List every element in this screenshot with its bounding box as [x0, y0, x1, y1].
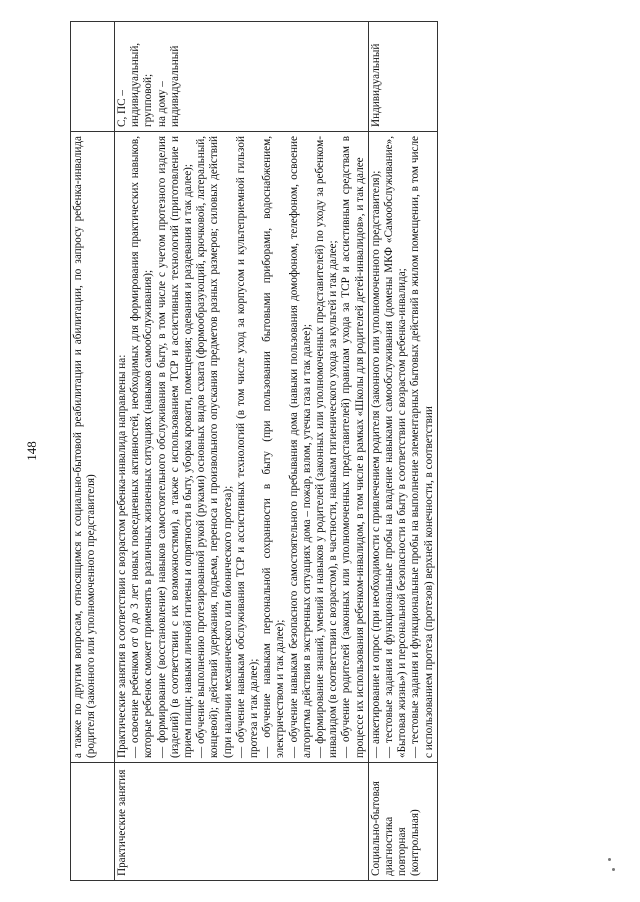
scan-speck	[608, 858, 611, 861]
content-paragraph: — обучение навыкам персональной сохранности в быту (при пользовании бытовыми приборами, водоснабжением, электричеством и так далее);	[261, 136, 287, 758]
content-paragraph: — обучение родителей (законных или уполномоченных представителей) правилам ухода за ТСР и ассистивным средствам в процессе их использования ребенком-инвалидом, в том числе в рамках «Школы для родителей детей-инвалидов», и так далее	[340, 136, 366, 758]
table-row	[368, 22, 437, 881]
row-1-form-cell	[71, 22, 115, 132]
form-line: С, ПС –	[116, 90, 128, 127]
row-3-form-cell	[368, 22, 437, 132]
content-paragraph: — анкетирование и опрос (при необходимости с привлечением родителя (законного или уполномоченного представителя);	[369, 170, 382, 758]
row-2-content-cell	[115, 132, 369, 763]
rehab-table	[70, 21, 438, 881]
form-line: на дому –	[155, 81, 168, 127]
content-paragraph: Практические занятия в соответствии с возрастом ребенка-инвалида направлены на:	[116, 354, 128, 758]
scan-speck	[612, 868, 615, 871]
row-1-type-cell	[71, 763, 115, 881]
content-paragraph: — тестовые задания и функциональные пробы на выполнение элементарных бытовых действий в жилом помещении, в том числе с использованием протеза (протезов) верхней конечности, в соответствии	[409, 136, 435, 758]
row-3-content-cell	[368, 132, 437, 763]
content-paragraph: — формирование (восстановление) навыков самостоятельного обслуживания в быту, в том числе с учетом протезного изделия (изделий) (в соответствии с их возможностями), а также с использованием ТСР и ассистивных технологий (приготовление и прием пищи; навыки личной гигиены и опрятности в быту, уборка кровати, помещения; одевания и раздевания и так далее);	[155, 136, 195, 758]
row-2-form-cell	[115, 22, 369, 132]
form-line: индивидуальный,	[129, 42, 142, 127]
content-paragraph: — формирование знаний, умений и навыков у родителей (законных или уполномоченных представителей) по уходу за ребенком-инвалидом (в соответствии с возрастом), в частности, навыкам гигиенического ухода за культей и так далее;	[314, 136, 340, 758]
content-paragraph: — обучение навыкам обслуживания ТСР и ассистивных технологий (в том числе уход за корпусом и культеприемной гильзой протеза и так далее);	[234, 136, 261, 758]
content-paragraph: — обучение навыкам безопасного самостоятельного пребывания дома (навыки пользования домофоном, телефоном, освоение алгоритма действия в экстренных ситуациях дома – пожар, взлом, утечка газа и так далее);	[287, 136, 313, 758]
row-1-content-cell	[71, 132, 115, 763]
rotated-sheet	[24, 21, 590, 881]
content-paragraph: а также по другим вопросам, относящимся к социально-бытовой реабилитации и абилитации, по запросу ребенка-инвалида (родителя (законного или уполномоченного представителя)	[72, 136, 98, 758]
content-paragraph: — тестовые задания и функциональные пробы на владение навыками самообслуживания (домены МКФ «Самообслуживание», «Бытовая жизнь») и персональной безопасности в быту в соответствии с возрастом ребенка-инвалида;	[383, 136, 409, 758]
table-row	[71, 22, 115, 881]
table-row	[115, 22, 369, 881]
content-paragraph: — освоение ребенком от 0 до 3 лет новых повседневных активностей, необходимых для формирования практических навыков, которые ребенок сможет применять в различных жизненных ситуациях (навыков самообслуживания);	[129, 136, 155, 758]
row-3-type-cell: Социально-бытовая диагностика повторная (контрольная)	[368, 763, 437, 881]
form-line: Индивидуальный	[369, 43, 382, 127]
form-line: индивидуальный	[168, 45, 181, 127]
page-number: 148	[24, 441, 39, 461]
row-2-type-cell: Практические занятия	[115, 763, 369, 881]
content-paragraph: — обучение выполнению протезированной рукой (руками) основных видов схвата (формообразующий, крючковой, латеральный, концевой); действий удержания, подъема, переноса и произвольного опускания предметов разных размеров; силовых действий (при наличии механического или бионического протеза);	[195, 136, 234, 758]
form-line: групповой;	[142, 73, 155, 127]
